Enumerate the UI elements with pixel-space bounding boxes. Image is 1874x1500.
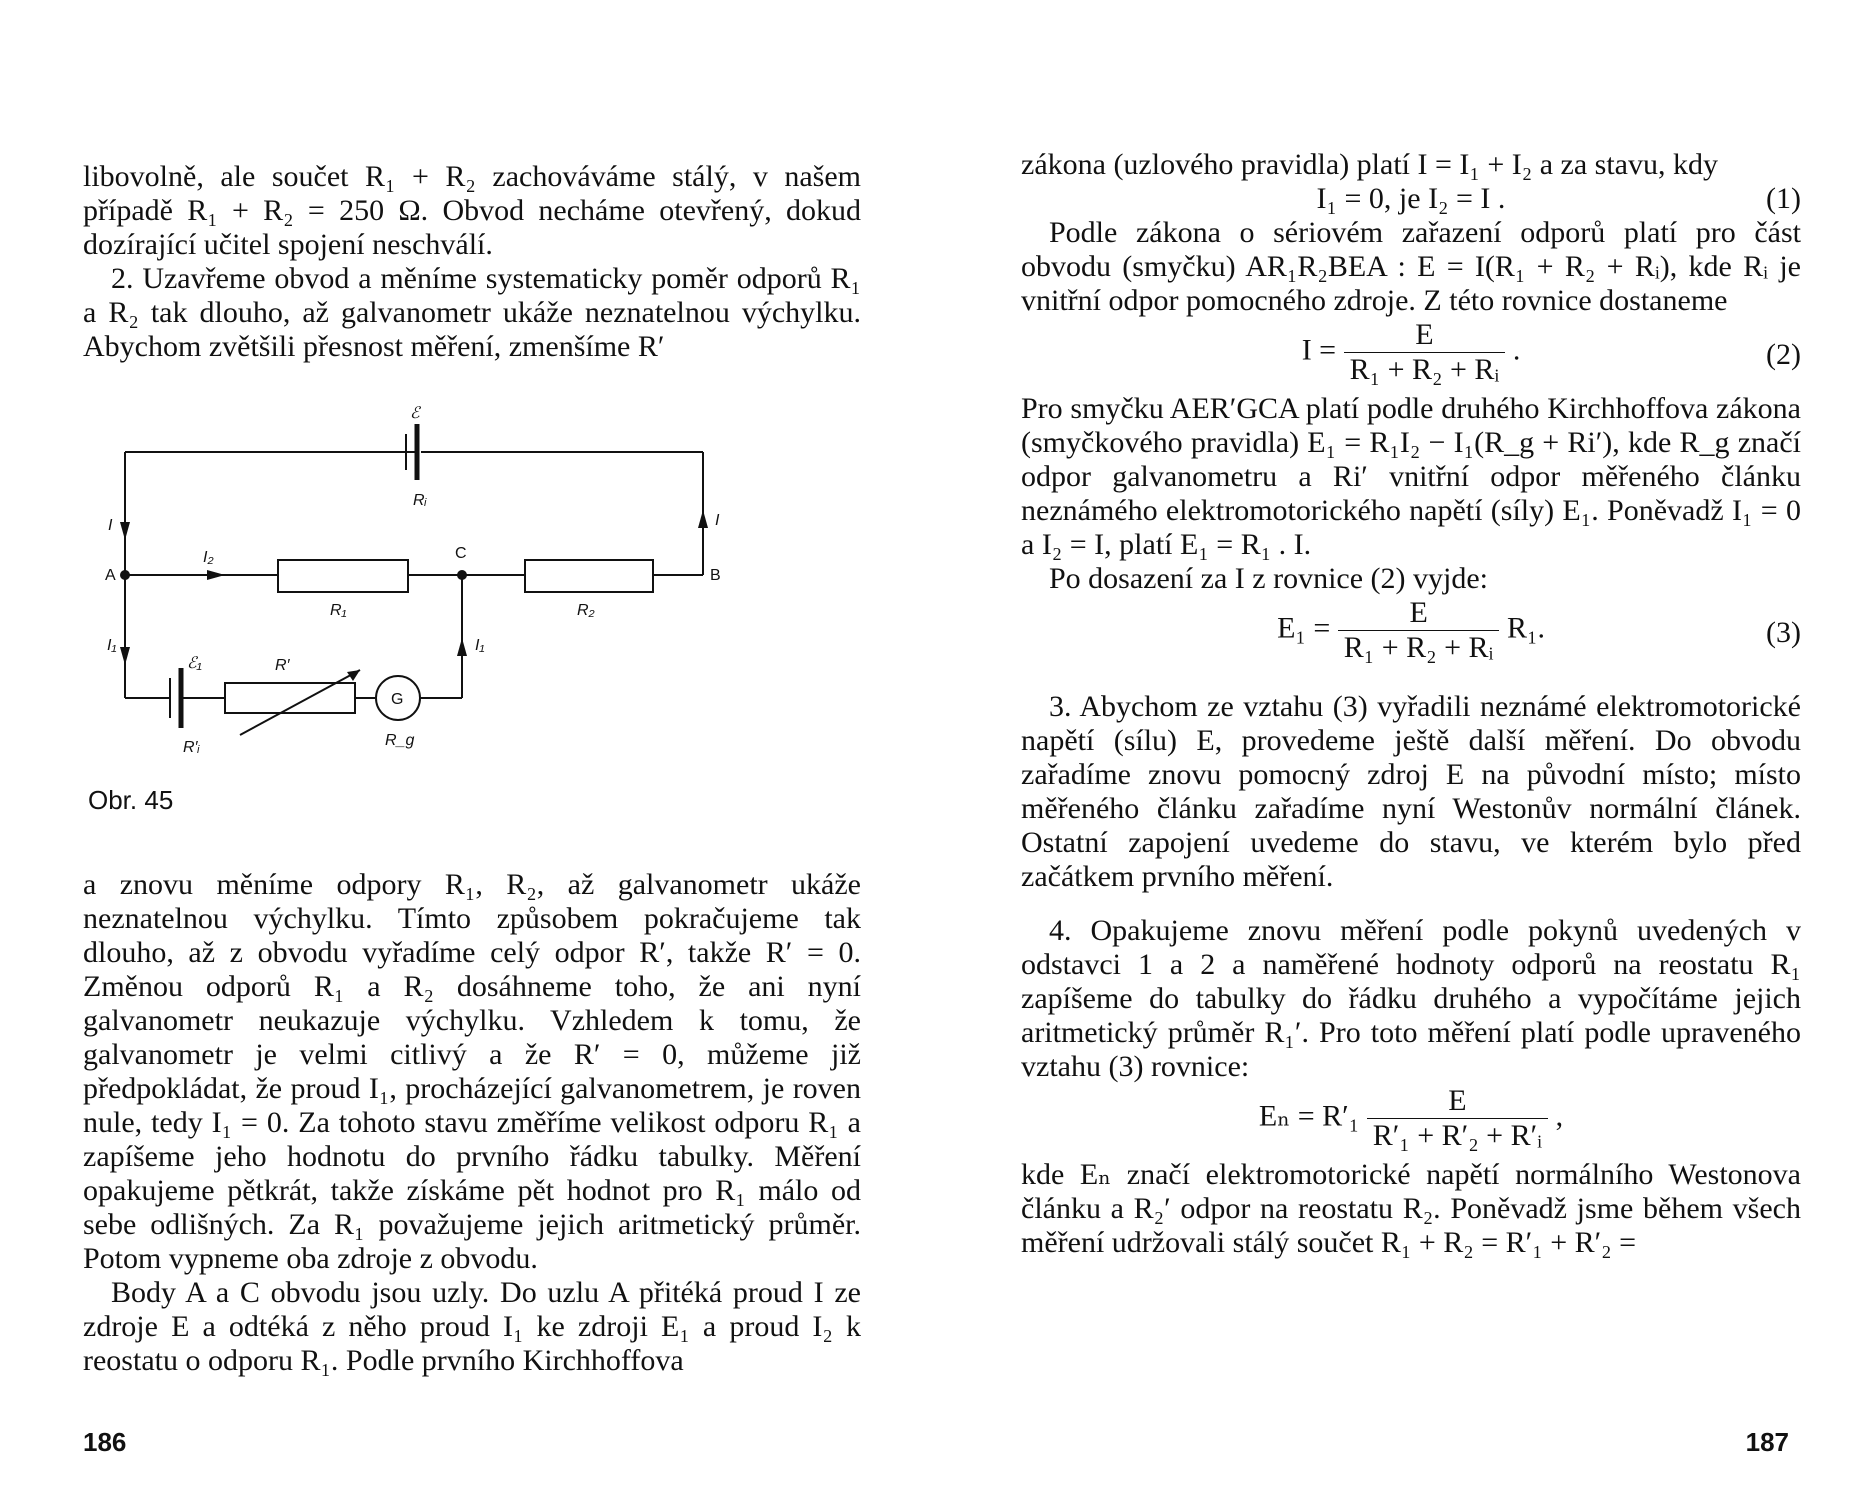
figure-caption: Obr. 45 — [88, 785, 174, 815]
right-page — [937, 0, 1874, 1500]
equation-tail: , — [1555, 1099, 1564, 1133]
numerator: E — [1344, 318, 1506, 353]
page-number: 186 — [83, 1427, 127, 1457]
label-i1-left: I₁ — [107, 637, 117, 654]
fraction — [1367, 1084, 1548, 1153]
fraction — [1344, 318, 1506, 387]
equation-4 — [1021, 1084, 1801, 1158]
label-i1-mid: I₁ — [475, 637, 485, 654]
galvanometer-label: G — [391, 691, 404, 708]
equation-3 — [1021, 596, 1801, 670]
left-text-top — [83, 160, 861, 364]
equation-number: (1) — [1766, 182, 1801, 215]
numerator: E — [1367, 1084, 1548, 1119]
equation-2 — [1021, 318, 1801, 392]
label-rg: R_g — [385, 732, 415, 749]
page-number: 187 — [1745, 1427, 1789, 1457]
paragraph: zákona (uzlového pravidla) platí I = I₁ + I₂ a za stavu, kdy — [1021, 148, 1719, 181]
equation-lhs: I = — [1301, 333, 1337, 367]
paragraph: 2. Uzavřeme obvod a měníme systematicky poměr odporů R₁ a R₂ tak dlouho, až galvanometr ukáže neznatelnou výchylku. Abychom zvětšili přesnost měření, zmenšíme R′ — [83, 262, 861, 363]
paragraph: 4. Opakujeme znovu měření podle pokynů uvedených v odstavci 1 a 2 a naměřené hodnoty odporů na reostatu R₁ zapíšeme do tabulky do řádku druhého a vypočítáme jejich aritmetický průměr R₁′. Pro toto měření platí podle upraveného vztahu (3) rovnice: — [1021, 914, 1801, 1083]
equation-tail: . — [1512, 333, 1521, 367]
numerator: E — [1338, 596, 1500, 631]
paragraph: Podle zákona o sériovém zařazení odporů platí pro část obvodu (smyčku) AR₁R₂BEA : E = I(R₁ + R₂ + Rᵢ), kde Rᵢ je vnitřní odpor pomocného zdroje. Z této rovnice dostaneme — [1021, 216, 1801, 317]
label-r2: R₂ — [577, 602, 595, 619]
equation-number: (3) — [1766, 616, 1801, 649]
label-ri-prime: R′ᵢ — [183, 739, 200, 756]
label-e: ℰ — [410, 405, 420, 422]
denominator: R′₁ + R′₂ + R′ᵢ — [1372, 1119, 1543, 1152]
denominator: R₁ + R₂ + Rᵢ — [1343, 631, 1494, 664]
label-rprime: R′ — [275, 657, 290, 674]
equation-tail: R₁. — [1506, 611, 1545, 645]
label-c: C — [455, 545, 467, 562]
equation-lhs: E₁ = — [1277, 611, 1331, 645]
label-i-left: I — [108, 517, 113, 534]
label-ri: Rᵢ — [413, 492, 427, 509]
equation-1 — [1021, 182, 1801, 216]
equation-body: I₁ = 0, je I₂ = I . — [1316, 182, 1506, 215]
paragraph: Pro smyčku AER′GCA platí podle druhého Kirchhoffova zákona (smyčkového pravidla) E₁ = R₁I₂ − I₁(R_g + Ri′), kde R_g značí odpor galvanometru a Ri′ vnitřní odpor měřeného článku neznámého elektromotorického napětí (síly) E₁. Poněvadž I₁ = 0 a I₂ = I, platí E₁ = R₁ . I. — [1021, 392, 1801, 561]
equation-lhs: Eₙ = R′₁ — [1258, 1099, 1360, 1133]
paragraph: a znovu měníme odpory R₁, R₂, až galvanometr ukáže neznatelnou výchylku. Tímto způsobem pokračujeme tak dlouho, až z obvodu vyřadíme celý odpor R′, takže R′ = 0. Změnou odporů R₁ a R₂ dosáhneme toho, že ani nyní galvanometr neukazuje výchylku. Vzhledem k tomu, že galvanometr je velmi citlivý a že R′ = 0, můžeme již předpokládat, že proud I₁, procházející galvanometrem, je roven nule, tedy I₁ = 0. Za tohoto stavu změříme velikost odporu R₁ a zapíšeme jeho hodnotu do prvního řádku tabulky. Měření opakujeme pětkrát, takže získáme pět hodnot pro R₁ málo od sebe odlišných. Za R₁ považujeme jejich aritmetický průměr. Potom vypneme oba zdroje z obvodu. — [83, 868, 861, 1275]
paragraph: Po dosazení za I z rovnice (2) vyjde: — [1049, 562, 1488, 595]
label-e1: ℰ₁ — [187, 655, 202, 672]
paragraph: Body A a C obvodu jsou uzly. Do uzlu A přitéká proud I ze zdroje E a odtéká z něho proud I₁ ke zdroji E₁ a proud I₂ k reostatu o odporu R₁. Podle prvního Kirchhoffova — [83, 1276, 861, 1377]
paragraph: kde Eₙ značí elektromotorické napětí normálního Westonova článku a R₂′ odpor na reostatu R₂. Poněvadž jsme během všech měření udržovali stálý součet R₁ + R₂ = R′₁ + R′₂ = — [1021, 1158, 1801, 1259]
left-text-bottom — [83, 868, 861, 1378]
equation-number: (2) — [1766, 338, 1801, 371]
right-text — [1021, 148, 1801, 1260]
label-i-right: I — [715, 512, 720, 529]
fraction — [1338, 596, 1500, 665]
circuit-diagram — [95, 400, 735, 770]
paragraph: libovolně, ale součet R₁ + R₂ zachováváme stálý, v našem případě R₁ + R₂ = 250 Ω. Obvod necháme otevřený, dokud dozírající učitel spojení neschválí. — [83, 160, 861, 261]
label-b: B — [710, 567, 721, 584]
label-i2: I₂ — [203, 549, 214, 566]
label-r1: R₁ — [330, 602, 347, 619]
denominator: R₁ + R₂ + Rᵢ — [1349, 353, 1500, 386]
paragraph: 3. Abychom ze vztahu (3) vyřadili neznámé elektromotorické napětí (sílu) E, provedeme ještě další měření. Do obvodu zařadíme znovu pomocný zdroj E na původní místo; místo měřeného článku zařadíme nyní Westonův normální článek. Ostatní zapojení uvedeme do stavu, ve kterém bylo před začátkem prvního měření. — [1021, 690, 1801, 893]
label-a: A — [105, 567, 116, 584]
